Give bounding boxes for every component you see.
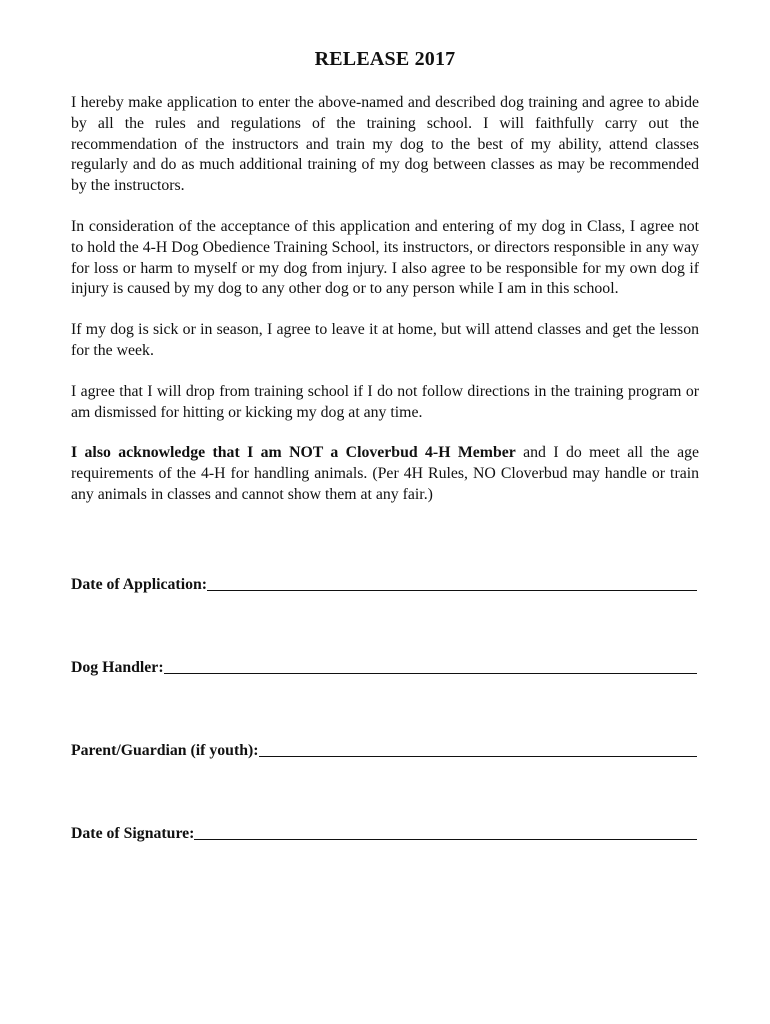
acknowledgement-bold-text: I also acknowledge that I am NOT a Cloverbud 4-H Member (71, 444, 516, 462)
paragraph-sick-dog: If my dog is sick or in season, I agree to leave it at home, but will attend classes and get the lesson for the week. (71, 321, 699, 359)
date-of-application-line[interactable] (207, 572, 697, 591)
parent-guardian-line[interactable] (259, 738, 697, 757)
date-of-signature-label: Date of Signature: (71, 825, 195, 842)
date-of-signature-field (71, 821, 697, 843)
paragraph-cloverbud-acknowledgement (71, 443, 699, 505)
release-form (71, 48, 699, 526)
dog-handler-label: Dog Handler: (71, 659, 164, 676)
paragraph-application: I hereby make application to enter the above-named and described dog training and agree to abide by all the rules and regulations of the training school. I will faithfully carry out the recommendation of the instructors and train my dog to the best of my ability, attend classes regularly and do as much additional training of my dog between classes as may be recommended by the instructors. (71, 94, 699, 195)
paragraph-liability: In consideration of the acceptance of this application and entering of my dog in Class, I agree not to hold the 4-H Dog Obedience Training School, its instructors, or directors responsible in any way for loss or harm to myself or my dog from injury. I also agree to be responsible for my own dog if injury is caused by my dog to any other dog or to any person while I am in this school. (71, 217, 699, 298)
date-of-signature-line[interactable] (194, 821, 697, 840)
dog-handler-field (71, 655, 697, 677)
parent-guardian-field (71, 738, 697, 760)
paragraph-dismissal: I agree that I will drop from training school if I do not follow directions in the training program or am dismissed for hitting or kicking my dog at any time. (71, 382, 699, 421)
date-of-application-field (71, 572, 697, 594)
acknowledgement-text: and I do meet all the age requirements of the 4-H for handling animals. (Per 4H Rules, NO Cloverbud may handle or train any animals in classes and cannot show them at any fair.) (71, 444, 699, 503)
dog-handler-line[interactable] (164, 655, 697, 674)
signature-fields (71, 572, 697, 904)
parent-guardian-label: Parent/Guardian (if youth): (71, 742, 259, 759)
form-title: RELEASE 2017 (314, 48, 456, 70)
date-of-application-label: Date of Application: (71, 576, 208, 593)
